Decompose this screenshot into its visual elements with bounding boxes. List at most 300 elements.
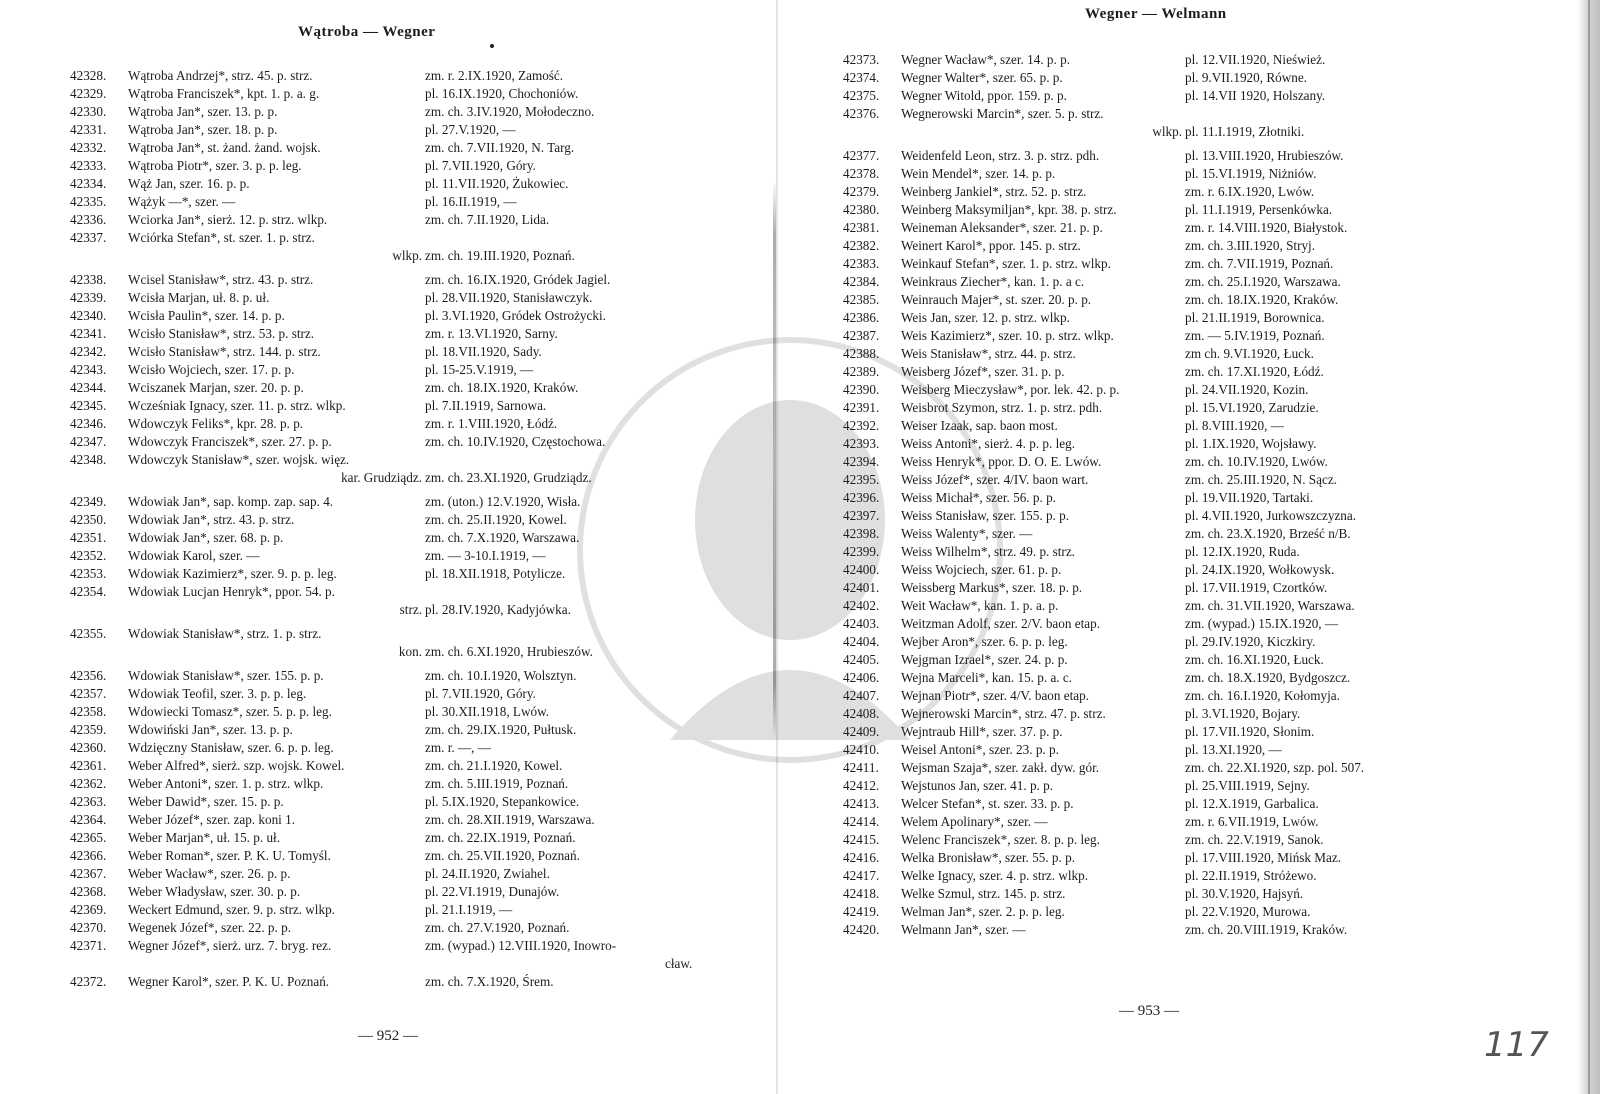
entry-death-info: zm. ch. 18.IX.1920, Kraków. (425, 380, 579, 395)
entry-death-info: zm. ch. 20.VIII.1919, Kraków. (1185, 922, 1348, 937)
register-entry (70, 973, 710, 991)
entry-death-info: zm. ch. 18.IX.1920, Kraków. (1185, 292, 1339, 307)
entry-number: 42370. (70, 920, 107, 935)
register-entry (70, 433, 710, 451)
register-entry (70, 847, 710, 865)
entry-name-rank-unit: Wątroba Jan*, szer. 13. p. p. (128, 104, 278, 119)
register-entry (70, 739, 710, 757)
entry-name-rank-unit: Wątroba Andrzej*, strz. 45. p. strz. (128, 68, 313, 83)
entry-number: 42357. (70, 686, 107, 701)
entry-death-info: pl. 12.IX.1920, Ruda. (1185, 544, 1300, 559)
entry-death-info: zm. ch. 29.IX.1920, Pułtusk. (425, 722, 577, 737)
entry-name-rank-unit: Wejntraub Hill*, szer. 37. p. p. (901, 724, 1063, 739)
register-entry (843, 201, 1443, 219)
entry-death-info: zm. r. 14.VIII.1920, Białystok. (1185, 220, 1348, 235)
entry-death-info: zm. ch. 23.XI.1920, Grudziądz. (425, 470, 592, 485)
entry-death-info: zm. — 3-10.I.1919, — (425, 548, 546, 563)
entry-name-rank-unit: Weckert Edmund, szer. 9. p. strz. wlkp. (128, 902, 335, 917)
register-entry (843, 651, 1443, 669)
entry-number: 42340. (70, 308, 107, 323)
entry-number: 42377. (843, 148, 880, 163)
register-entry (70, 703, 710, 721)
register-entry (843, 381, 1443, 399)
entry-death-info: zm. ch. 27.V.1920, Poznań. (425, 920, 570, 935)
entry-death-info: zm. r. 13.VI.1920, Sarny. (425, 326, 558, 341)
entry-number: 42385. (843, 292, 880, 307)
entry-name-rank-unit: Weidenfeld Leon, strz. 3. p. strz. pdh. (901, 148, 1100, 163)
entry-name-rank-unit: Weber Wacław*, szer. 26. p. p. (128, 866, 291, 881)
entry-number: 42355. (70, 626, 107, 641)
entry-name-rank-unit: Weiss Henryk*, ppor. D. O. E. Lwów. (901, 454, 1102, 469)
entry-name-rank-unit: Weiss Stanisław, szer. 155. p. p. (901, 508, 1070, 523)
register-entry (70, 721, 710, 739)
entry-number: 42335. (70, 194, 107, 209)
register-entry-continuation (70, 469, 710, 487)
entry-number: 42414. (843, 814, 880, 829)
entry-number: 42406. (843, 670, 880, 685)
entry-death-info: zm. ch. 25.VII.1920, Poznań. (425, 848, 580, 863)
entry-death-info: zm. ch. 25.III.1920, N. Sącz. (1185, 472, 1337, 487)
entry-number: 42386. (843, 310, 880, 325)
entry-death-info: zm. ch. 16.XI.1920, Łuck. (1185, 652, 1324, 667)
entry-death-info: pl. 17.VII.1920, Słonim. (1185, 724, 1315, 739)
entry-death-info: zm. ch. 21.I.1920, Kowel. (425, 758, 563, 773)
entry-death-info: zm. ch. 3.III.1920, Stryj. (1185, 238, 1316, 253)
entry-death-info: zm. ch. 31.VII.1920, Warszawa. (1185, 598, 1355, 613)
register-entry (70, 307, 710, 325)
entry-number: 42362. (70, 776, 107, 791)
entry-name-rank-unit: Weinert Karol*, ppor. 145. p. strz. (901, 238, 1081, 253)
register-entry (843, 705, 1443, 723)
register-entry (843, 165, 1443, 183)
entry-death-info: pl. 15.VI.1919, Niżniów. (1185, 166, 1317, 181)
entry-number: 42380. (843, 202, 880, 217)
register-entry (843, 921, 1443, 939)
entry-name-rank-unit: Weiser Izaak, sap. baon most. (901, 418, 1058, 433)
register-entry (70, 757, 710, 775)
entry-death-info: pl. 7.VII.1920, Góry. (425, 158, 536, 173)
register-entry (843, 417, 1443, 435)
register-entry (843, 87, 1443, 105)
register-entry (843, 633, 1443, 651)
entry-name-rank-unit: Wąż Jan, szer. 16. p. p. (128, 176, 250, 191)
entry-number: 42405. (843, 652, 880, 667)
entry-name-rank-unit: Wciszanek Marjan, szer. 20. p. p. (128, 380, 304, 395)
entry-death-info: pl. 24.VII.1920, Kozin. (1185, 382, 1309, 397)
entry-number: 42402. (843, 598, 880, 613)
register-entry-continuation (70, 643, 710, 661)
entry-number: 42399. (843, 544, 880, 559)
register-entry (843, 507, 1443, 525)
register-entry (843, 831, 1443, 849)
entry-number: 42376. (843, 106, 880, 121)
entry-death-info: zm. ch. 16.IX.1920, Gródek Jagiel. (425, 272, 611, 287)
entry-death-info: pl. 15-25.V.1919, — (425, 362, 534, 377)
entry-number: 42383. (843, 256, 880, 271)
ink-dot (490, 44, 494, 48)
entry-death-info: zm. ch. 3.IV.1920, Mołodeczno. (425, 104, 595, 119)
entry-number: 42392. (843, 418, 880, 433)
entry-number: 42344. (70, 380, 107, 395)
entry-death-info: pl. 12.X.1919, Garbalica. (1185, 796, 1319, 811)
entry-name-rank-unit: Wegner Witold, ppor. 159. p. p. (901, 88, 1067, 103)
register-entry (843, 759, 1443, 777)
entry-name-rank-unit: Wdowiak Karol, szer. — (128, 548, 260, 563)
entry-number: 42410. (843, 742, 880, 757)
register-entry (70, 529, 710, 547)
entry-name-rank-unit: Wejna Marceli*, kan. 15. p. a. c. (901, 670, 1073, 685)
entry-death-info: zm. ch. 25.II.1920, Kowel. (425, 512, 567, 527)
entry-number: 42372. (70, 974, 107, 989)
entry-number: 42417. (843, 868, 880, 883)
register-entry-continuation (70, 247, 710, 265)
entry-death-info: pl. 9.VII.1920, Równe. (1185, 70, 1307, 85)
page-number-right: — 953 — (1119, 1003, 1179, 1019)
entry-number: 42329. (70, 86, 107, 101)
entry-number: 42418. (843, 886, 880, 901)
entry-death-info: zm. ch. 19.III.1920, Poznań. (425, 248, 575, 263)
entries-list-left (70, 67, 710, 991)
entry-death-info: pl. 3.VI.1920, Gródek Ostrożycki. (425, 308, 606, 323)
entry-death-info: zm ch. 9.VI.1920, Łuck. (1185, 346, 1314, 361)
entry-name-rank-unit: Weissberg Markus*, szer. 18. p. p. (901, 580, 1083, 595)
entry-name-rank-unit: Wdowiak Lucjan Henryk*, ppor. 54. p. (128, 584, 335, 599)
entry-death-info: zm. — 5.IV.1919, Poznań. (1185, 328, 1325, 343)
entry-death-info: pl. 7.VII.1920, Góry. (425, 686, 536, 701)
entry-number: 42401. (843, 580, 880, 595)
register-entry-continuation (70, 955, 710, 973)
entry-name-rank-unit: Wcześniak Ignacy, szer. 11. p. strz. wlkp. (128, 398, 346, 413)
entry-name-rank-unit: Wegner Wacław*, szer. 14. p. p. (901, 52, 1071, 67)
entry-name-rank-unit: Weiss Walenty*, szer. — (901, 526, 1033, 541)
entry-name-rank-unit: Wegenek Józef*, szer. 22. p. p. (128, 920, 291, 935)
entry-death-info: zm. r. —, — (425, 740, 491, 755)
entry-death-info: pl. 22.VI.1919, Dunajów. (425, 884, 560, 899)
entry-name-rank-unit: Welman Jan*, szer. 2. p. p. leg. (901, 904, 1065, 919)
entry-death-info: pl. 8.VIII.1920, — (1185, 418, 1284, 433)
entry-death-info: pl. 30.V.1920, Hajsyń. (1185, 886, 1304, 901)
entry-death-info: pl. 29.IV.1920, Kiczkiry. (1185, 634, 1316, 649)
entry-death-info: pl. 5.IX.1920, Stepankowice. (425, 794, 580, 809)
entry-number: 42388. (843, 346, 880, 361)
entry-name-rank-unit: Weit Wacław*, kan. 1. p. a. p. (901, 598, 1059, 613)
entry-name-rank-unit: Welke Ignacy, szer. 4. p. strz. wlkp. (901, 868, 1089, 883)
register-entry (843, 183, 1443, 201)
entry-number: 42337. (70, 230, 107, 245)
entry-number: 42420. (843, 922, 880, 937)
entry-death-info: zm. r. 6.IX.1920, Lwów. (1185, 184, 1315, 199)
entry-unit-continuation: wlkp. (392, 248, 422, 263)
entry-number: 42359. (70, 722, 107, 737)
register-entry (70, 397, 710, 415)
entry-name-rank-unit: Weber Marjan*, uł. 15. p. uł. (128, 830, 281, 845)
entry-name-rank-unit: Wcisel Stanisław*, strz. 43. p. strz. (128, 272, 314, 287)
entry-number: 42375. (843, 88, 880, 103)
register-entry (843, 219, 1443, 237)
entry-death-info: pl. 22.V.1920, Murowa. (1185, 904, 1311, 919)
entry-death-info: zm. ch. 7.II.1920, Lida. (425, 212, 550, 227)
entry-name-rank-unit: Welmann Jan*, szer. — (901, 922, 1026, 937)
entry-death-info: zm. ch. 10.IV.1920, Częstochowa. (425, 434, 606, 449)
page-header-left: Wątroba — Wegner (298, 24, 436, 40)
entry-number: 42365. (70, 830, 107, 845)
entry-number: 42354. (70, 584, 107, 599)
entry-death-info: pl. 22.II.1919, Stróżewo. (1185, 868, 1317, 883)
entry-death-info: pl. 11.VII.1920, Żukowiec. (425, 176, 569, 191)
entry-number: 42352. (70, 548, 107, 563)
register-entry (70, 67, 710, 85)
register-entry (843, 147, 1443, 165)
register-entry (70, 415, 710, 433)
entry-death-info: pl. 4.VII.1920, Jurkowszczyzna. (1185, 508, 1357, 523)
register-entry (843, 687, 1443, 705)
entry-death-info: zm. ch. 10.IV.1920, Lwów. (1185, 454, 1328, 469)
entry-number: 42391. (843, 400, 880, 415)
entry-number: 42400. (843, 562, 880, 577)
entry-number: 42353. (70, 566, 107, 581)
entry-name-rank-unit: Wcisła Marjan, uł. 8. p. uł. (128, 290, 270, 305)
entry-number: 42409. (843, 724, 880, 739)
entry-unit-continuation: strz. (399, 602, 422, 617)
entry-name-rank-unit: Wdowiński Jan*, szer. 13. p. p. (128, 722, 293, 737)
entry-number: 42351. (70, 530, 107, 545)
entry-death-info: pl. 1.IX.1920, Wojsławy. (1185, 436, 1317, 451)
register-entry (70, 865, 710, 883)
register-entry (70, 325, 710, 343)
entry-death-info: pl. 17.VII.1919, Czortków. (1185, 580, 1328, 595)
register-entry (70, 565, 710, 583)
entry-death-info: pl. 15.VI.1920, Zarudzie. (1185, 400, 1319, 415)
entry-name-rank-unit: Welcer Stefan*, st. szer. 33. p. p. (901, 796, 1074, 811)
entry-number: 42368. (70, 884, 107, 899)
entry-death-info: pl. 7.II.1919, Sarnowa. (425, 398, 547, 413)
entry-name-rank-unit: Wcisło Stanisław*, strz. 53. p. strz. (128, 326, 315, 341)
entry-number: 42374. (843, 70, 880, 85)
entry-number: 42381. (843, 220, 880, 235)
register-entry (70, 511, 710, 529)
entry-death-info: zm. ch. 7.X.1920, Śrem. (425, 974, 554, 989)
entry-number: 42403. (843, 616, 880, 631)
entry-name-rank-unit: Wdowiak Teofil, szer. 3. p. p. leg. (128, 686, 307, 701)
register-entry (70, 919, 710, 937)
register-entry (843, 345, 1443, 363)
entry-death-info: zm. ch. 22.V.1919, Sanok. (1185, 832, 1324, 847)
register-entry (843, 561, 1443, 579)
entry-number: 42328. (70, 68, 107, 83)
entry-name-rank-unit: Welka Bronisław*, szer. 55. p. p. (901, 850, 1076, 865)
entry-death-info: pl. 30.XII.1918, Lwów. (425, 704, 550, 719)
svg-text:117: 117 (1484, 1025, 1549, 1065)
entry-number: 42349. (70, 494, 107, 509)
entry-name-rank-unit: Weisberg Mieczysław*, por. lek. 42. p. p. (901, 382, 1120, 397)
register-entry (70, 811, 710, 829)
entry-number: 42332. (70, 140, 107, 155)
entry-number: 42363. (70, 794, 107, 809)
register-entry (843, 453, 1443, 471)
register-entry (70, 583, 710, 601)
register-entry (843, 867, 1443, 885)
entry-name-rank-unit: Wejnan Piotr*, szer. 4/V. baon etap. (901, 688, 1090, 703)
entry-number: 42350. (70, 512, 107, 527)
entry-number: 42373. (843, 52, 880, 67)
entry-number: 42384. (843, 274, 880, 289)
register-entry (843, 105, 1443, 123)
entry-number: 42333. (70, 158, 107, 173)
left-page (0, 0, 785, 1094)
entry-death-info: pl. 25.VIII.1919, Sejny. (1185, 778, 1310, 793)
entry-name-rank-unit: Wdowiak Jan*, strz. 43. p. strz. (128, 512, 295, 527)
entry-death-info: pl. 19.VII.1920, Tartaki. (1185, 490, 1314, 505)
entry-death-info: zm. r. 2.IX.1920, Zamość. (425, 68, 564, 83)
entry-name-rank-unit: Wdowiak Jan*, szer. 68. p. p. (128, 530, 284, 545)
entry-death-info: zm. (uton.) 12.V.1920, Wisła. (425, 494, 581, 509)
entry-name-rank-unit: Wejgman Izrael*, szer. 24. p. p. (901, 652, 1068, 667)
entry-name-rank-unit: Weisberg Józef*, szer. 31. p. p. (901, 364, 1065, 379)
entry-death-info: pl. 13.XI.1920, — (1185, 742, 1282, 757)
entry-name-rank-unit: Wegner Józef*, sierż. urz. 7. bryg. rez. (128, 938, 332, 953)
entry-name-rank-unit: Wątroba Franciszek*, kpt. 1. p. a. g. (128, 86, 320, 101)
register-entry (70, 289, 710, 307)
entry-death-info: zm. ch. 5.III.1919, Poznań. (425, 776, 569, 791)
entry-name-rank-unit: Weiss Wilhelm*, strz. 49. p. strz. (901, 544, 1075, 559)
register-entry (843, 435, 1443, 453)
entry-unit-continuation: kon. (398, 644, 422, 659)
register-entry (843, 327, 1443, 345)
register-entry (843, 615, 1443, 633)
register-entry (843, 741, 1443, 759)
entry-death-info: pl. 21.I.1919, — (425, 902, 513, 917)
entry-number: 42339. (70, 290, 107, 305)
entry-name-rank-unit: Wciorka Jan*, sierż. 12. p. strz. wlkp. (128, 212, 328, 227)
entry-name-rank-unit: Weber Antoni*, szer. 1. p. strz. wlkp. (128, 776, 324, 791)
register-entry (843, 237, 1443, 255)
entry-death-info: zm. ch. 22.IX.1919, Poznań. (425, 830, 576, 845)
register-entry (70, 361, 710, 379)
entry-number: 42419. (843, 904, 880, 919)
entry-death-info: pl. 13.VIII.1920, Hrubieszów. (1185, 148, 1344, 163)
entry-number: 42395. (843, 472, 880, 487)
entry-number: 42413. (843, 796, 880, 811)
entry-death-info: zm. ch. 7.VII.1920, N. Targ. (425, 140, 575, 155)
page-edge-line (1588, 0, 1590, 1094)
page-header-right: Wegner — Welmann (1085, 6, 1227, 22)
register-entry (70, 547, 710, 565)
register-entry (843, 309, 1443, 327)
entry-number: 42345. (70, 398, 107, 413)
entry-number: 42347. (70, 434, 107, 449)
register-entry (70, 121, 710, 139)
entry-death-info: pl. 11.I.1919, Złotniki. (1185, 124, 1305, 139)
register-entry (843, 669, 1443, 687)
entry-name-rank-unit: Welem Apolinary*, szer. — (901, 814, 1048, 829)
entry-name-rank-unit: Wdowiak Kazimierz*, szer. 9. p. p. leg. (128, 566, 337, 581)
register-entry (843, 273, 1443, 291)
register-entry (70, 193, 710, 211)
entry-name-rank-unit: Wcisła Paulin*, szer. 14. p. p. (128, 308, 285, 323)
entry-number: 42397. (843, 508, 880, 523)
register-entry (70, 211, 710, 229)
register-entry (70, 829, 710, 847)
entry-name-rank-unit: Weiss Wojciech, szer. 61. p. p. (901, 562, 1062, 577)
entry-number: 42393. (843, 436, 880, 451)
register-entry (843, 903, 1443, 921)
register-entry (70, 157, 710, 175)
register-entry (70, 103, 710, 121)
entry-death-info: pl. 12.VII.1920, Nieśwież. (1185, 52, 1326, 67)
entry-name-rank-unit: Weisel Antoni*, szer. 23. p. p. (901, 742, 1059, 757)
entry-death-info: zm. (wypad.) 12.VIII.1920, Inowro- (425, 938, 617, 953)
entry-name-rank-unit: Wcisło Wojciech, szer. 17. p. p. (128, 362, 295, 377)
register-entry-continuation (70, 601, 710, 619)
entry-death-info: pl. 11.I.1919, Persenkówka. (1185, 202, 1333, 217)
register-entry (843, 255, 1443, 273)
register-entry (70, 451, 710, 469)
register-entry (70, 685, 710, 703)
entry-name-rank-unit: Weis Kazimierz*, szer. 10. p. strz. wlkp. (901, 328, 1114, 343)
entry-number: 42378. (843, 166, 880, 181)
entry-death-info: zm. ch. 25.I.1920, Warszawa. (1185, 274, 1341, 289)
entry-name-rank-unit: Wegner Walter*, szer. 65. p. p. (901, 70, 1063, 85)
entry-name-rank-unit: Wciórka Stefan*, st. szer. 1. p. strz. (128, 230, 315, 245)
register-entry (843, 849, 1443, 867)
entry-number: 42361. (70, 758, 107, 773)
entry-name-rank-unit: Welke Szmul, strz. 145. p. strz. (901, 886, 1066, 901)
register-entry (843, 471, 1443, 489)
entry-name-rank-unit: Welenc Franciszek*, szer. 8. p. p. leg. (901, 832, 1100, 847)
entry-number: 42404. (843, 634, 880, 649)
entry-number: 42387. (843, 328, 880, 343)
entry-number: 42382. (843, 238, 880, 253)
entry-number: 42415. (843, 832, 880, 847)
register-entry (843, 777, 1443, 795)
entry-death-info: pl. 24.II.1920, Zwiahel. (425, 866, 550, 881)
handwritten-page-note (1482, 1018, 1549, 1068)
entry-death-info: zm. ch. 7.X.1920, Warszawa. (425, 530, 580, 545)
entry-name-rank-unit: Weisbrot Szymon, strz. 1. p. strz. pdh. (901, 400, 1103, 415)
entry-name-rank-unit: Weber Dawid*, szer. 15. p. p. (128, 794, 284, 809)
entry-name-rank-unit: Weinkraus Ziecher*, kan. 1. p. a c. (901, 274, 1085, 289)
entry-death-info: zm. (wypad.) 15.IX.1920, — (1185, 616, 1339, 631)
entry-number: 42338. (70, 272, 107, 287)
register-entry (843, 597, 1443, 615)
entry-unit-continuation: kar. Grudziądz. (341, 470, 422, 485)
entry-number: 42366. (70, 848, 107, 863)
register-entry (843, 813, 1443, 831)
register-entry (70, 139, 710, 157)
entry-number: 42369. (70, 902, 107, 917)
entry-name-rank-unit: Weis Jan, szer. 12. p. strz. wlkp. (901, 310, 1070, 325)
entry-name-rank-unit: Weis Stanisław*, strz. 44. p. strz. (901, 346, 1076, 361)
entry-death-info: zm. ch. 16.I.1920, Kołomyja. (1185, 688, 1340, 703)
entry-death-info: zm. ch. 17.XI.1920, Łódź. (1185, 364, 1324, 379)
entry-number: 42341. (70, 326, 107, 341)
entry-name-rank-unit: Wążyk —*, szer. — (128, 194, 236, 209)
entry-number: 42343. (70, 362, 107, 377)
register-entry (70, 883, 710, 901)
register-entry (70, 667, 710, 685)
entry-death-info: pl. 16.IX.1920, Chochoniów. (425, 86, 579, 101)
register-entry (70, 625, 710, 643)
entry-name-rank-unit: Wejsman Szaja*, szer. zakł. dyw. gór. (901, 760, 1100, 775)
entry-name-rank-unit: Wdowczyk Feliks*, kpr. 28. p. p. (128, 416, 304, 431)
entry-death-info: zm. r. 1.VIII.1920, Łódź. (425, 416, 558, 431)
register-entry (843, 885, 1443, 903)
entry-number: 42356. (70, 668, 107, 683)
entry-name-rank-unit: Weber Roman*, szer. P. K. U. Tomyśl. (128, 848, 331, 863)
entry-name-rank-unit: Wejstunos Jan, szer. 41. p. p. (901, 778, 1054, 793)
entry-name-rank-unit: Wdowczyk Stanisław*, szer. wojsk. więz. (128, 452, 350, 467)
entry-name-rank-unit: Wdowiecki Tomasz*, szer. 5. p. p. leg. (128, 704, 332, 719)
